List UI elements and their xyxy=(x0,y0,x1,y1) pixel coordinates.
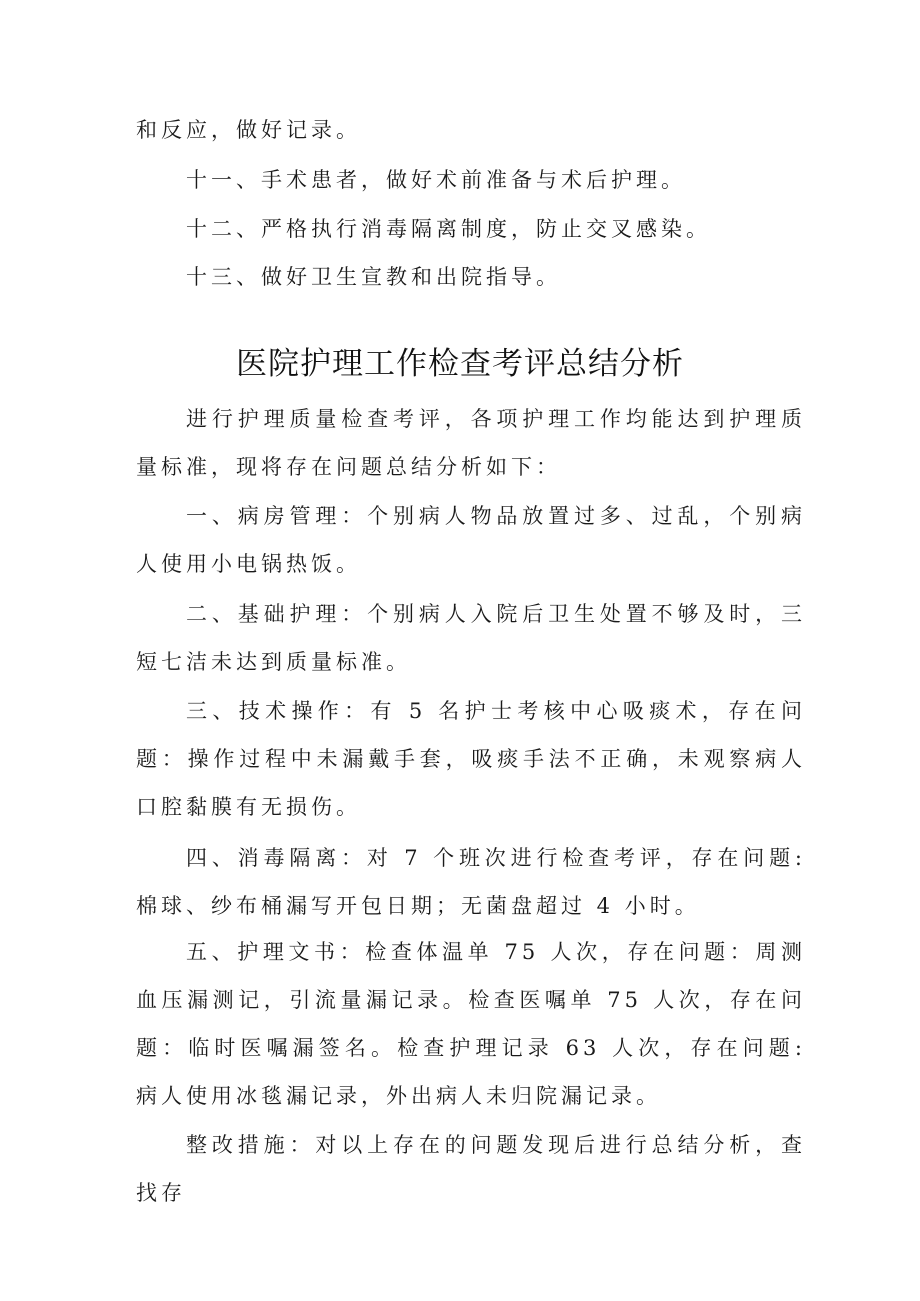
section-basic-nursing: 二、基础护理：个别病人入院后卫生处置不够及时，三短七洁未达到质量标准。 xyxy=(136,602,806,674)
section-ward-management: 一、病房管理：个别病人物品放置过多、过乱，个别病人使用小电锅热饭。 xyxy=(136,504,806,576)
item-thirteen: 十三、做好卫生宣教和出院指导。 xyxy=(186,265,561,289)
document-title: 医院护理工作检查考评总结分析 xyxy=(236,346,684,382)
continuation-paragraph: 和反应，做好记录。 xyxy=(136,118,361,142)
intro-paragraph: 进行护理质量检查考评，各项护理工作均能达到护理质量标准，现将存在问题总结分析如下： xyxy=(136,407,806,479)
section-technical-operation: 三、技术操作：有 5 名护士考核中心吸痰术，存在问题：操作过程中未漏戴手套，吸痰手法不正确，未观察病人口腔黏膜有无损伤。 xyxy=(136,699,806,819)
item-eleven: 十一、手术患者，做好术前准备与术后护理。 xyxy=(186,168,686,192)
section-nursing-documents: 五、护理文书：检查体温单 75 人次，存在问题：周测血压漏测记，引流量漏记录。检查医嘱单 75 人次，存在问题：临时医嘱漏签名。检查护理记录 63 人次，存在问题: 病人使用冰毯漏记录，外出病人未归院漏记录。 xyxy=(136,940,806,1108)
rectification-measures: 整改措施：对以上存在的问题发现后进行总结分析，查找存 xyxy=(136,1133,806,1205)
section-disinfection-isolation: 四、消毒隔离：对 7 个班次进行检查考评，存在问题:棉球、纱布桶漏写开包日期；无菌盘超过 4 小时。 xyxy=(136,846,806,918)
item-twelve: 十二、严格执行消毒隔离制度，防止交叉感染。 xyxy=(186,217,711,241)
